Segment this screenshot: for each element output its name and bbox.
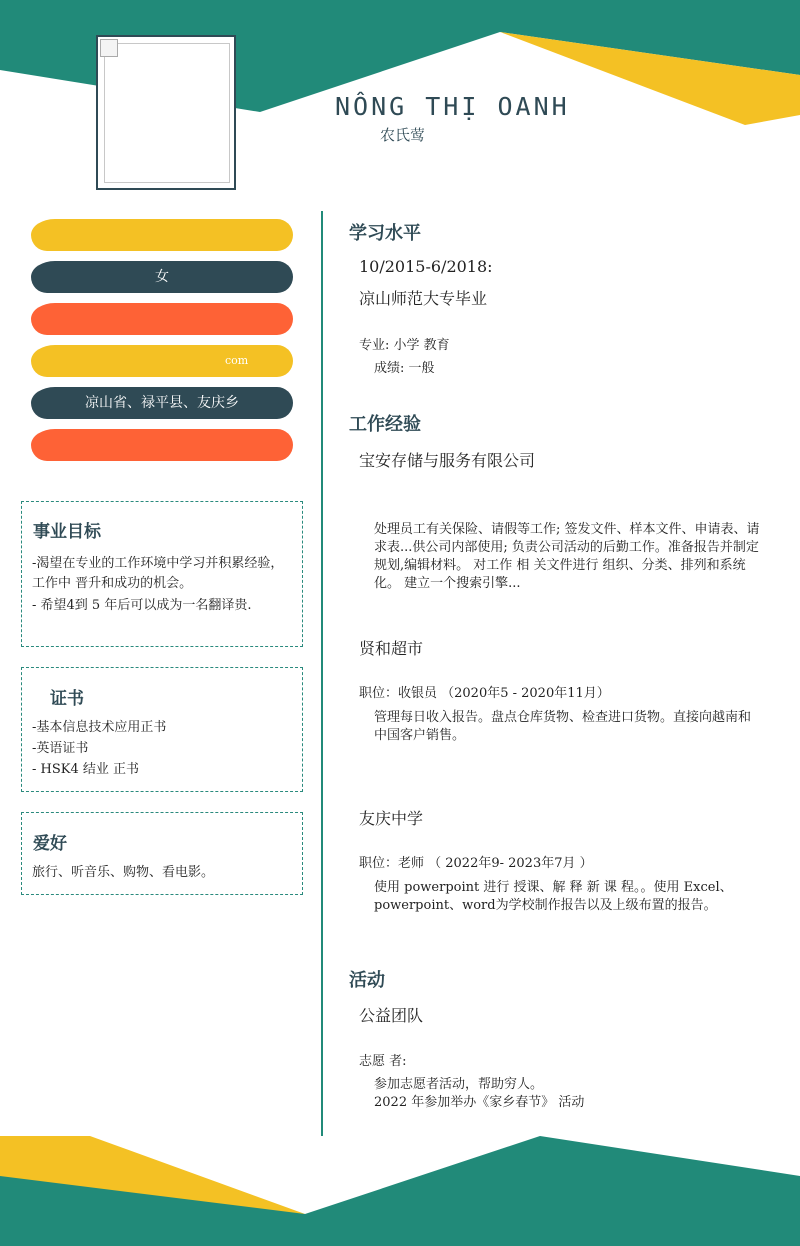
name-chinese: 农氏莺 xyxy=(380,126,426,144)
email-value: com xyxy=(225,354,249,367)
job-description: 管理每日收入报告。盘点仓库货物、检查进口货物。直接向越南和中国客户销售。 xyxy=(374,710,752,743)
job-description: 使用 powerpoint 进行 授课、解 释 新 课 程。。使用 Excel、powerpoint、word为学校制作报告以及上级布置的报告。 xyxy=(374,880,733,913)
certificate-item: - HSK4 结业 正书 xyxy=(32,762,140,777)
contact-pill-gender xyxy=(31,261,293,293)
hobbies-box xyxy=(21,812,303,895)
address-value: 凉山省、禄平县、友庆乡 xyxy=(85,395,239,411)
education-major: 专业: 小学 教育 xyxy=(359,338,450,353)
career-goal-line-1: -渴望在专业的工作环境中学习并积累经验，工作中 晋升和成功的机会。 xyxy=(32,556,284,591)
contact-pill-address xyxy=(31,387,293,419)
profile-photo xyxy=(104,43,230,183)
work-title: 工作经验 xyxy=(349,414,421,435)
activity-org: 公益团队 xyxy=(359,1006,424,1025)
job-company: 友庆中学 xyxy=(359,809,424,828)
gender-value: 女 xyxy=(155,269,169,285)
job-company: 宝安存储与服务有限公司 xyxy=(359,451,536,470)
career-goal-title: 事业目标 xyxy=(33,522,101,542)
activity-line-2: 2022 年参加举办《家乡春节》 活动 xyxy=(374,1095,585,1110)
certificates-title: 证书 xyxy=(50,689,84,709)
education-period: 10/2015-6/2018: xyxy=(359,257,493,276)
activity-line-1: 参加志愿者活动，帮助穷人。 xyxy=(374,1077,544,1092)
education-title: 学习水平 xyxy=(349,223,421,244)
certificate-item: -英语证书 xyxy=(32,741,89,756)
contact-pill-6 xyxy=(31,429,293,461)
job-description: 处理员工有关保险、请假等工作; 签发文件、样本文件、申请表、请求表...供公司内部使用; 负责公司活动的后勤工作。准备报告并制定 规划,编辑材料。 对工作 相 关文件进行 组织、分类、排列和系统化。 建立一个搜索引擎... xyxy=(374,522,760,591)
hobbies-title: 爱好 xyxy=(33,834,67,854)
certificates-box xyxy=(21,667,303,792)
contact-pill-3 xyxy=(31,303,293,335)
column-divider xyxy=(321,211,323,1136)
hobbies-text: 旅行、听音乐、购物、看电影。 xyxy=(32,865,215,880)
name-latin: NÔNG THỊ OANH xyxy=(335,92,570,121)
activity-role: 志愿 者: xyxy=(359,1054,407,1069)
contact-pill-email xyxy=(31,345,293,377)
broken-image-icon xyxy=(100,39,118,57)
job-role: 职位：收银员 （2020年5 - 2020年11月） xyxy=(359,686,610,701)
activity-title: 活动 xyxy=(349,970,385,991)
education-school: 凉山师范大专毕业 xyxy=(359,289,488,308)
job-company: 贤和超市 xyxy=(359,639,424,658)
certificate-item: -基本信息技术应用正书 xyxy=(32,720,167,735)
contact-pill-1 xyxy=(31,219,293,251)
profile-photo-frame xyxy=(96,35,236,190)
education-grade: 成绩: 一般 xyxy=(374,361,435,376)
job-role: 职位：老师 （ 2022年9- 2023年7月 ） xyxy=(359,856,593,871)
career-goal-line-2: - 希望4到 5 年后可以成为一名翻译贵. xyxy=(32,598,252,613)
career-goal-box xyxy=(21,501,303,647)
